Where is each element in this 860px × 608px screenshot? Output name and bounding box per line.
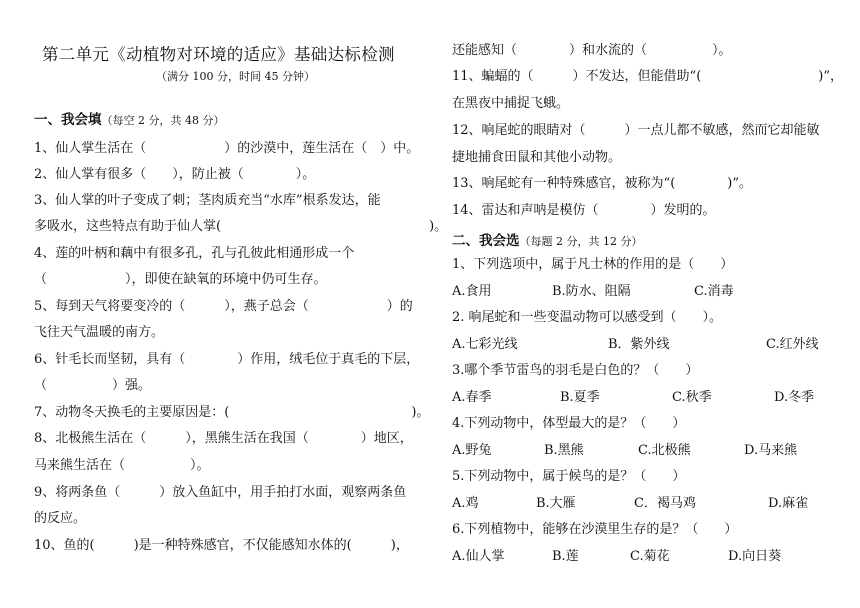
fill-line: （ ）强。 bbox=[34, 378, 152, 393]
fill-line: 8、北极熊生活在（ ），黑熊生活在我国（ ）地区， bbox=[34, 431, 413, 446]
question-text: 4.下列动物中，体型最大的是？（ ） bbox=[452, 416, 686, 431]
option: C.红外线 bbox=[766, 337, 819, 352]
fill-line: 多吸水，这些特点有助于仙人掌( )。 bbox=[34, 219, 448, 234]
option: B.黑熊 bbox=[544, 443, 584, 458]
option: C.秋季 bbox=[672, 390, 712, 405]
option: A.七彩光线 bbox=[452, 337, 518, 352]
fill-line: 11、蝙蝠的（ ）不发达，但能借助“( )”， bbox=[452, 69, 843, 84]
option: B.大雁 bbox=[536, 496, 576, 511]
fill-line: 的反应。 bbox=[34, 511, 87, 526]
fill-line: 7、动物冬天换毛的主要原因是：( )。 bbox=[34, 405, 430, 420]
option: A.春季 bbox=[452, 390, 492, 405]
fill-line: （ ），即使在缺氧的环境中仍可生存。 bbox=[34, 272, 327, 287]
option: C.菊花 bbox=[630, 549, 670, 564]
fill-line: 4、莲的叶柄和藕中有很多孔，孔与孔彼此相通形成一个 bbox=[34, 246, 355, 261]
question-options bbox=[452, 548, 850, 566]
fill-line: 13、响尾蛇有一种特殊感官，被称为“( )”。 bbox=[452, 176, 752, 191]
section-1-title: 一、我会填 bbox=[34, 112, 102, 128]
fill-line: 在黑夜中捕捉飞蛾。 bbox=[452, 96, 570, 111]
question-options bbox=[452, 336, 850, 354]
section-1-heading bbox=[34, 108, 224, 128]
option: D.向日葵 bbox=[728, 549, 782, 564]
fill-line: 1、仙人掌生活在（ ）的沙漠中，莲生活在（ ）中。 bbox=[34, 141, 420, 156]
section-2-title: 二、我会选 bbox=[452, 233, 520, 249]
page-subtitle: （满分 100 分，时间 45 分钟） bbox=[156, 70, 315, 83]
section-2-heading bbox=[452, 229, 642, 249]
question-options bbox=[452, 283, 850, 301]
option: A.野兔 bbox=[452, 443, 492, 458]
fill-line: 5、每到天气将要变冷的（ ），燕子总会（ ）的 bbox=[34, 299, 413, 314]
option: C.北极熊 bbox=[638, 443, 691, 458]
option: D.麻雀 bbox=[768, 496, 809, 511]
fill-line: 还能感知（ ）和水流的（ ）。 bbox=[452, 43, 732, 58]
fill-line: 12、响尾蛇的眼睛对（ ）一点儿都不敏感，然而它却能敏 bbox=[452, 123, 820, 138]
question-text: 5.下列动物中，属于候鸟的是？（ ） bbox=[452, 469, 686, 484]
question-options bbox=[452, 442, 850, 460]
option: A.鸡 bbox=[452, 496, 479, 511]
question-text: 6.下列植物中，能够在沙漠里生存的是？（ ） bbox=[452, 522, 738, 537]
option: D.马来熊 bbox=[744, 443, 798, 458]
fill-line: 10、鱼的( )是一种特殊感官，不仅能感知水体的( )， bbox=[34, 538, 409, 553]
option: A.食用 bbox=[452, 284, 492, 299]
question-text: 3.哪个季节雷鸟的羽毛是白色的？（ ） bbox=[452, 363, 699, 378]
option: A.仙人掌 bbox=[452, 549, 505, 564]
option: B.防水、阻隔 bbox=[552, 284, 631, 299]
section-2-note: （每题 2 分，共 12 分） bbox=[519, 235, 643, 248]
fill-line: 9、将两条鱼（ ）放入鱼缸中，用手拍打水面，观察两条鱼 bbox=[34, 485, 407, 500]
fill-line: 马来熊生活在（ ）。 bbox=[34, 458, 210, 473]
question-text: 2. 响尾蛇和一些变温动物可以感受到（ ）。 bbox=[452, 310, 723, 325]
question-text: 1、下列选项中，属于凡士林的作用的是（ ） bbox=[452, 257, 734, 272]
fill-line: 捷地捕食田鼠和其他小动物。 bbox=[452, 150, 622, 165]
option: D.冬季 bbox=[774, 390, 815, 405]
page-title: 第二单元《动植物对环境的适应》基础达标检测 bbox=[42, 45, 395, 64]
option: B．紫外线 bbox=[608, 337, 670, 352]
fill-line: 3、仙人掌的叶子变成了刺；茎肉质充当“水库”根系发达，能 bbox=[34, 193, 381, 208]
fill-line: 14、雷达和声呐是模仿（ ）发明的。 bbox=[452, 203, 716, 218]
option: B.夏季 bbox=[560, 390, 600, 405]
question-options bbox=[452, 389, 850, 407]
section-1-note: （每空 2 分，共 48 分） bbox=[101, 114, 225, 127]
fill-line: 6、针毛长而坚韧，具有（ ）作用，绒毛位于真毛的下层， bbox=[34, 352, 420, 367]
fill-line: 飞往天气温暖的南方。 bbox=[34, 325, 165, 340]
option: C.消毒 bbox=[694, 284, 734, 299]
fill-line: 2、仙人掌有很多（ ），防止被（ ）。 bbox=[34, 167, 316, 182]
option: B.莲 bbox=[552, 549, 579, 564]
question-options bbox=[452, 495, 850, 513]
option: C．褐马鸡 bbox=[634, 496, 696, 511]
